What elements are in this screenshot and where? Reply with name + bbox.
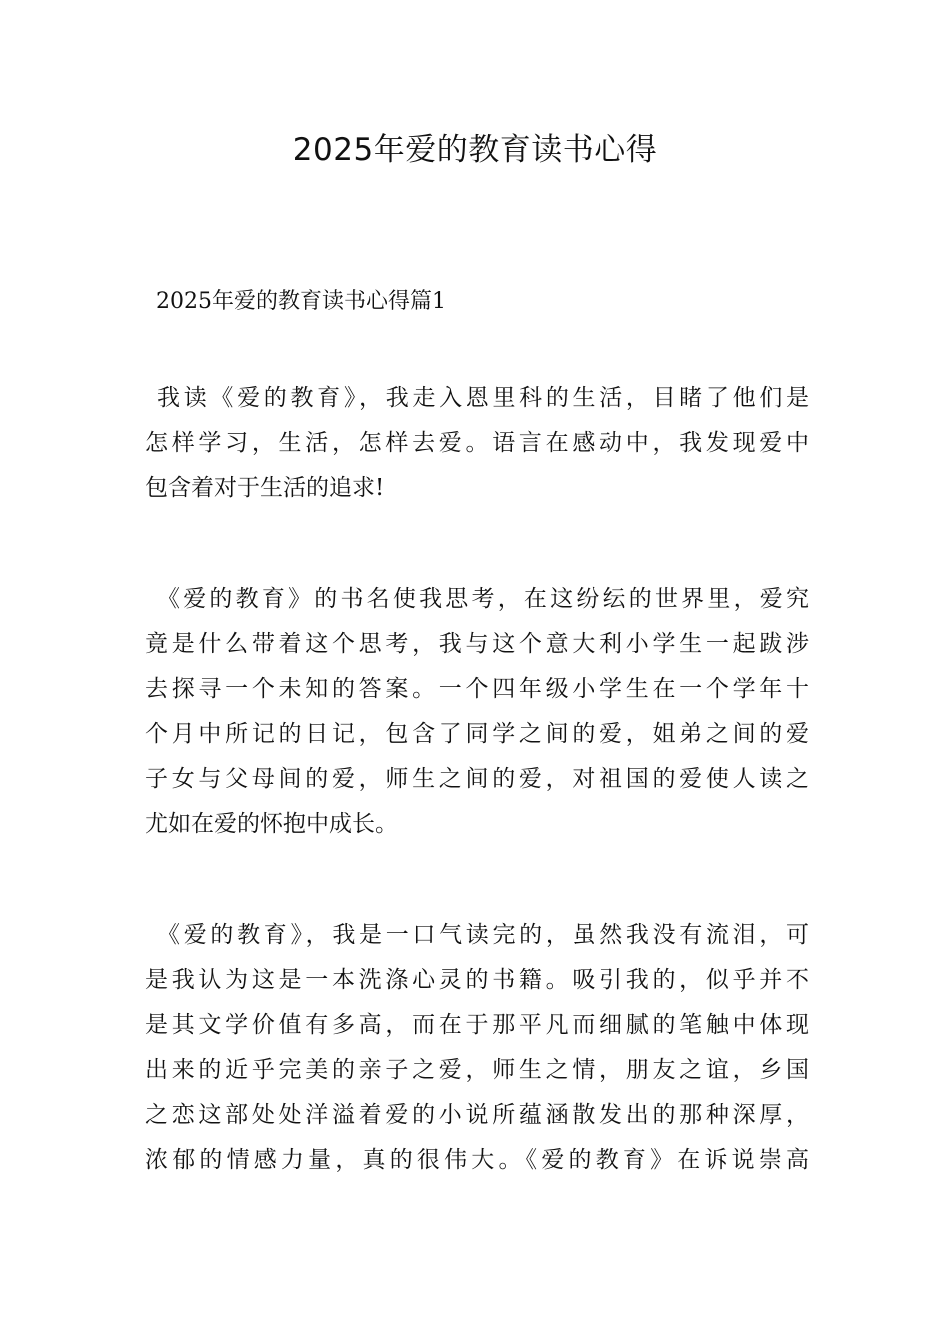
paragraph-line: 《爱的教育》的书名使我思考，在这纷纭的世界里，爱究 bbox=[157, 586, 809, 612]
paragraph-line: 竟是什么带着这个思考，我与这个意大利小学生一起跋涉 bbox=[145, 631, 809, 657]
paragraph-line: 是我认为这是一本洗涤心灵的书籍。吸引我的，似乎并不 bbox=[145, 967, 809, 993]
paragraph-line: 子女与父母间的爱，师生之间的爱，对祖国的爱使人读之 bbox=[145, 766, 809, 792]
paragraph-3 bbox=[145, 913, 809, 1183]
paragraph-line: 是其文学价值有多高，而在于那平凡而细腻的笔触中体现 bbox=[145, 1012, 809, 1038]
paragraph-line: 个月中所记的日记，包含了同学之间的爱，姐弟之间的爱 bbox=[145, 721, 809, 747]
paragraph-1 bbox=[145, 376, 809, 511]
paragraph-line: 浓郁的情感力量，真的很伟大。《爱的教育》在诉说崇高 bbox=[145, 1147, 809, 1173]
paragraph-2 bbox=[145, 577, 809, 847]
section-heading: 2025年爱的教育读书心得篇1 bbox=[156, 289, 446, 314]
paragraph-line: 出来的近乎完美的亲子之爱，师生之情，朋友之谊，乡国 bbox=[145, 1057, 809, 1083]
paragraph-line: 怎样学习，生活，怎样去爱。语言在感动中，我发现爱中 bbox=[145, 430, 809, 456]
paragraph-line: 去探寻一个未知的答案。一个四年级小学生在一个学年十 bbox=[145, 676, 809, 702]
document-title: 2025年爱的教育读书心得 bbox=[292, 132, 658, 168]
paragraph-line: 《爱的教育》，我是一口气读完的，虽然我没有流泪，可 bbox=[157, 922, 809, 948]
paragraph-line: 尤如在爱的怀抱中成长。 bbox=[145, 811, 398, 837]
paragraph-line: 我读《爱的教育》，我走入恩里科的生活，目睹了他们是 bbox=[157, 385, 809, 411]
paragraph-line: 包含着对于生活的追求! bbox=[145, 475, 385, 501]
paragraph-line: 之恋这部处处洋溢着爱的小说所蕴涵散发出的那种深厚， bbox=[145, 1102, 809, 1128]
